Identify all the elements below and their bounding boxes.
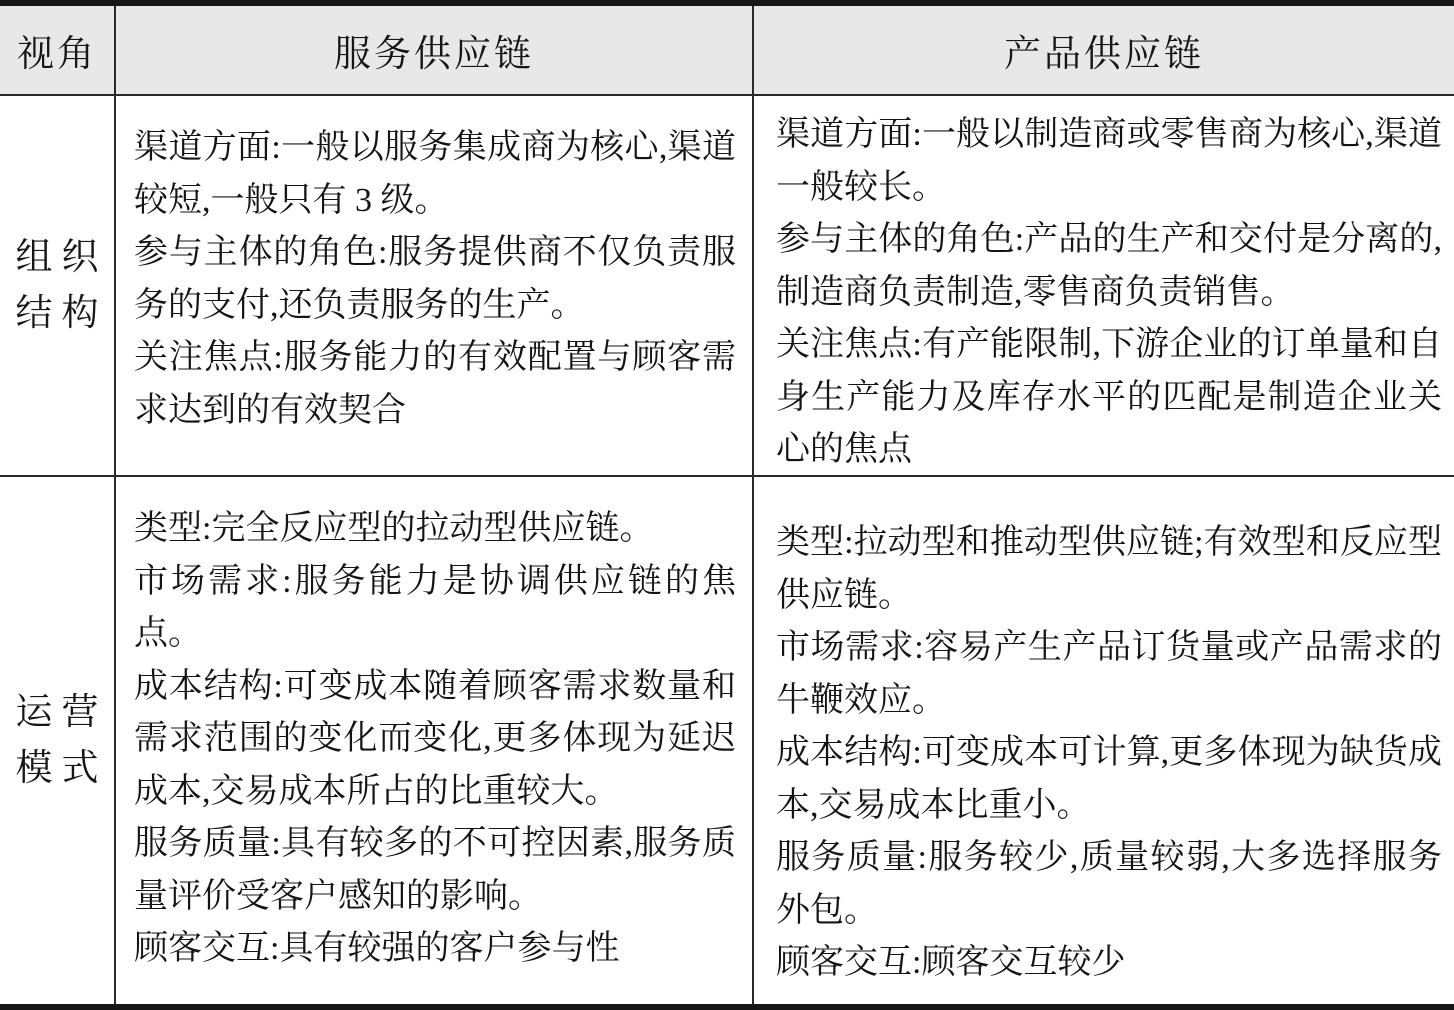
paragraph-customer-interaction: 顾客交互:顾客交互较少 (776, 944, 1126, 981)
paragraph-market-demand: 市场需求:容易产生产品订货量或产品需求的牛鞭效应。 (776, 629, 1442, 719)
row-label-organization-structure (0, 96, 116, 477)
row-label-line: 模式 (15, 747, 108, 789)
paragraph-type: 类型:完全反应型的拉动型供应链。 (134, 510, 654, 547)
paragraph-focus: 关注焦点:服务能力的有效配置与顾客需求达到的有效契合 (134, 339, 736, 429)
paragraph-focus: 关注焦点:有产能限制,下游企业的订单量和自身生产能力及库存水平的匹配是制造企业关心的焦点 (776, 326, 1442, 468)
header-label-product-chain: 产品供应链 (1004, 34, 1204, 75)
header-label-perspective: 视角 (17, 34, 97, 75)
paragraph-service-quality: 服务质量:具有较多的不可控因素,服务质量评价受客户感知的影响。 (134, 825, 736, 915)
paragraph-customer-interaction: 顾客交互:具有较强的客户参与性 (134, 930, 620, 967)
paragraph-type: 类型:拉动型和推动型供应链;有效型和反应型供应链。 (776, 524, 1442, 614)
paragraph-channel-aspect: 渠道方面:一般以制造商或零售商为核心,渠道一般较长。 (776, 116, 1442, 206)
header-label-service-chain: 服务供应链 (334, 34, 534, 75)
paragraph-cost-structure: 成本结构:可变成本可计算,更多体现为缺货成本,交易成本比重小。 (776, 734, 1442, 824)
row-label-operation-mode (0, 477, 116, 1004)
paragraph-channel-aspect: 渠道方面:一般以服务集成商为核心,渠道较短,一般只有 3 级。 (134, 129, 736, 219)
header-cell-service-chain (116, 6, 754, 96)
paragraph-service-quality: 服务质量:服务较少,质量较弱,大多选择服务外包。 (776, 839, 1442, 929)
cell-operation-service-chain (116, 477, 754, 1004)
cell-organization-product-chain (754, 96, 1454, 477)
paragraph-participant-roles: 参与主体的角色:产品的生产和交付是分离的,制造商负责制造,零售商负责销售。 (776, 221, 1442, 311)
paragraph-participant-roles: 参与主体的角色:服务提供商不仅负责服务的支付,还负责服务的生产。 (134, 234, 736, 324)
header-cell-product-chain (754, 6, 1454, 96)
row-label-line: 结构 (15, 292, 108, 334)
cell-organization-service-chain (116, 96, 754, 477)
header-cell-perspective (0, 6, 116, 96)
row-label-line: 运营 (15, 691, 108, 733)
paragraph-cost-structure: 成本结构:可变成本随着顾客需求数量和需求范围的变化而变化,更多体现为延迟成本,交易成本所占的比重较大。 (134, 667, 736, 810)
cell-operation-product-chain (754, 477, 1454, 1004)
paragraph-market-demand: 市场需求:服务能力是协调供应链的焦点。 (134, 562, 736, 652)
row-label-line: 组织 (15, 236, 108, 278)
